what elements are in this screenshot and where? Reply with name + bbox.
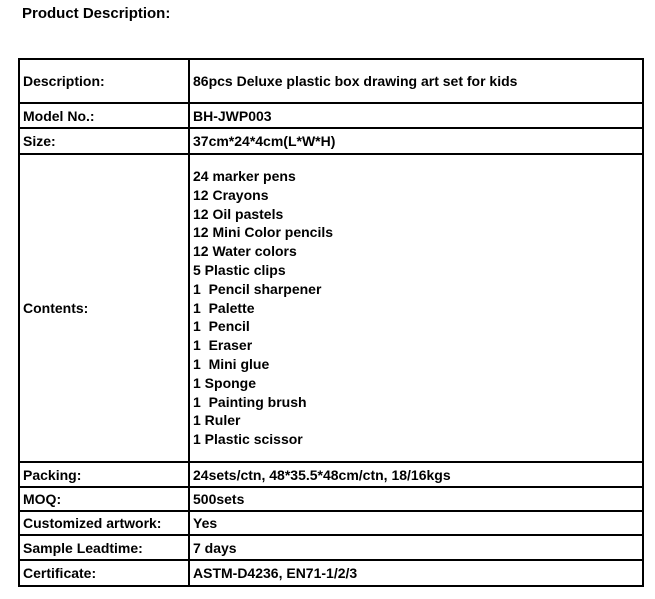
- moq-value: 500sets: [189, 487, 643, 511]
- model-value: BH-JWP003: [189, 103, 643, 128]
- contents-label: Contents:: [19, 154, 189, 462]
- sample-leadtime-value: 7 days: [189, 535, 643, 560]
- contents-item: 24 marker pens: [193, 168, 296, 185]
- contents-item: 1 Plastic scissor: [193, 431, 303, 448]
- contents-item: 1 Eraser: [193, 337, 253, 354]
- model-label: Model No.:: [19, 103, 189, 128]
- moq-label: MOQ:: [19, 487, 189, 511]
- table-row-packing: [19, 462, 643, 487]
- contents-item: 12 Oil pastels: [193, 205, 284, 222]
- contents-item: 1 Ruler: [193, 412, 241, 429]
- table-row-model: [19, 103, 643, 128]
- size-label: Size:: [19, 128, 189, 154]
- table-row-customized-artwork: [19, 511, 643, 535]
- contents-item: 12 Crayons: [193, 186, 269, 203]
- contents-item: 1 Painting brush: [193, 393, 307, 410]
- description-label: Description:: [19, 59, 189, 103]
- contents-item: 5 Plastic clips: [193, 262, 286, 278]
- size-value: 37cm*24*4cm(L*W*H): [189, 128, 643, 154]
- contents-item: 12 Mini Color pencils: [193, 224, 334, 241]
- table-row-description: [19, 59, 643, 103]
- table-row-contents: [19, 154, 643, 462]
- contents-item: 1 Pencil sharpener: [193, 280, 322, 297]
- table-row-size: [19, 128, 643, 154]
- page-title: Product Description:: [22, 5, 171, 22]
- table-row-sample-leadtime: [19, 535, 643, 560]
- contents-item: 1 Sponge: [193, 374, 257, 391]
- description-value: 86pcs Deluxe plastic box drawing art set for kids: [189, 59, 643, 103]
- certificate-label: Certificate:: [19, 560, 189, 586]
- contents-item: 1 Palette: [193, 299, 255, 316]
- packing-value: 24sets/ctn, 48*35.5*48cm/ctn, 18/16kgs: [189, 462, 643, 487]
- packing-label: Packing:: [19, 462, 189, 487]
- customized-artwork-label: Customized artwork:: [19, 511, 189, 535]
- sample-leadtime-label: Sample Leadtime:: [19, 535, 189, 560]
- contents-item: 1 Mini glue: [193, 355, 270, 372]
- product-spec-table: [18, 58, 644, 587]
- table-row-moq: [19, 487, 643, 511]
- contents-value: [189, 154, 643, 462]
- customized-artwork-value: Yes: [189, 511, 643, 535]
- certificate-value: ASTM-D4236, EN71-1/2/3: [189, 560, 643, 586]
- contents-list: [193, 167, 642, 449]
- contents-item: 12 Water colors: [193, 243, 297, 260]
- table-row-certificate: [19, 560, 643, 586]
- contents-item: 1 Pencil: [193, 318, 250, 335]
